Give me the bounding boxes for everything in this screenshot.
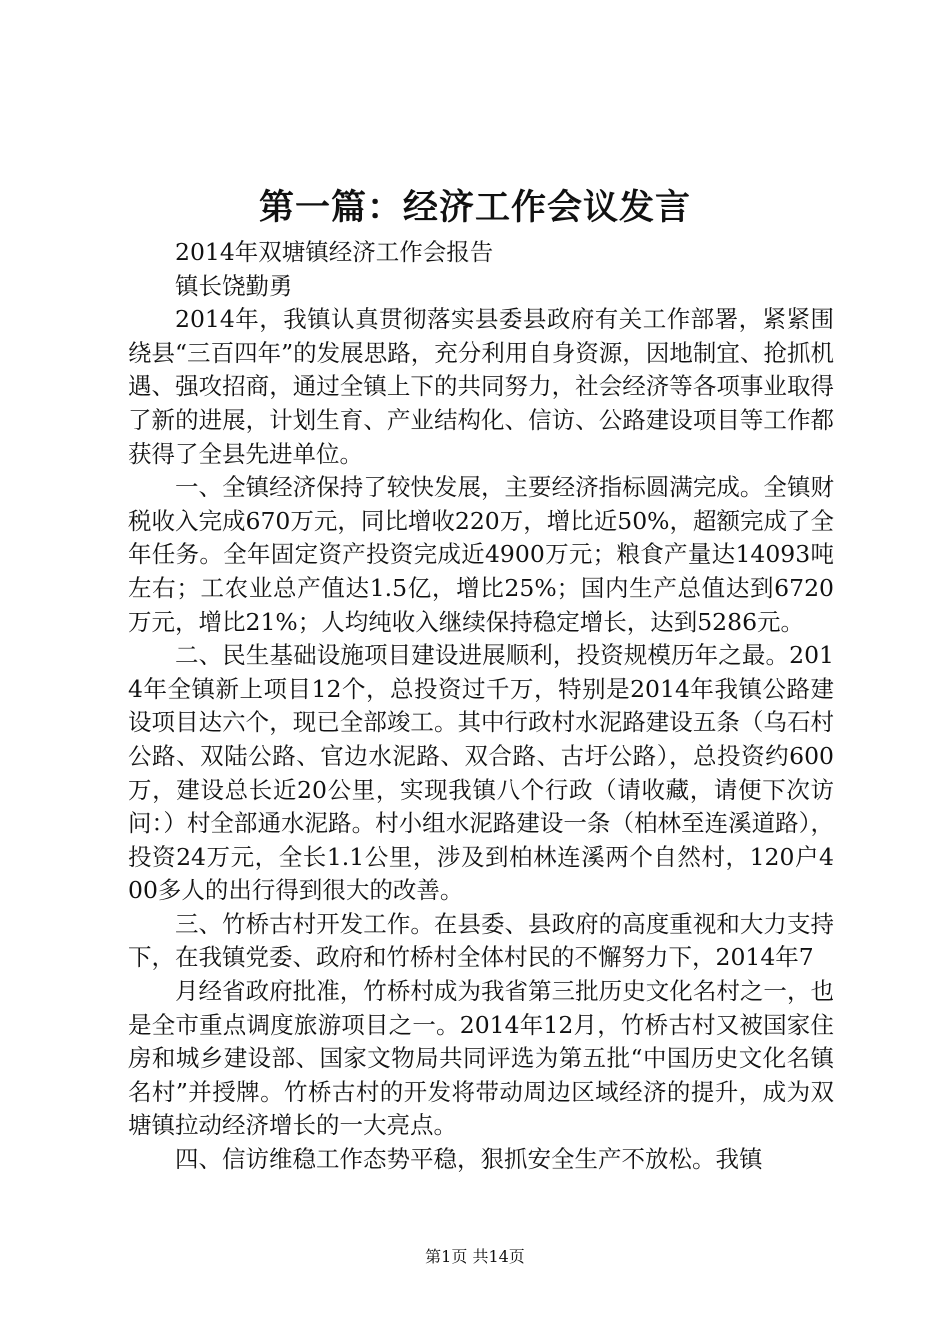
author-line: 镇长饶勤勇 [175,271,293,300]
document-body [128,236,834,1177]
body-paragraph: 2014年，我镇认真贯彻落实县委县政府有关工作部署，紧紧围绕县“三百四年”的发展思路，充分利用自身资源，因地制宜、抢抓机遇、强攻招商，通过全镇上下的共同努力，社会经济等各项事业取得了新的进展，计划生育、产业结构化、信访、公路建设项目等工作都获得了全县先进单位。 [128,305,834,468]
page-footer: 第1页 共14页 [425,1247,525,1266]
body-paragraph: 四、信访维稳工作态势平稳，狠抓安全生产不放松。我镇 [175,1145,763,1174]
body-paragraph: 一、全镇经济保持了较快发展，主要经济指标圆满完成。全镇财税收入完成670万元，同比增收220万，增比近50%，超额完成了全年任务。全年固定资产投资完成近4900万元；粮食产量达14093吨左右；工农业总产值达1.5亿，增比25%；国内生产总值达到6720万元，增比21%；人均纯收入继续保持稳定增长，达到5286元。 [128,473,834,636]
report-heading: 2014年双塘镇经济工作会报告 [175,238,494,266]
body-paragraph: 月经省政府批准，竹桥村成为我省第三批历史文化名村之一，也是全市重点调度旅游项目之一。2014年12月，竹桥古村又被国家住房和城乡建设部、国家文物局共同评选为第五批“中国历史文化名镇名村”并授牌。竹桥古村的开发将带动周边区域经济的提升，成为双塘镇拉动经济增长的一大亮点。 [128,977,834,1140]
document-title: 第一篇：经济工作会议发言 [258,187,691,228]
body-paragraph: 二、民生基础设施项目建设进展顺利，投资规模历年之最。2014年全镇新上项目12个，总投资过千万，特别是2014年我镇公路建设项目达六个，现已全部竣工。其中行政村水泥路建设五条（乌石村公路、双陆公路、官边水泥路、双合路、古圩公路），总投资约600万，建设总长近20公里，实现我镇八个行政（请收藏，请便下次访问：）村全部通水泥路。村小组水泥路建设一条（柏林至连溪道路），投资24万元，全长1.1公里，涉及到柏林连溪两个自然村，120户400多人的出行得到很大的改善。 [128,641,834,905]
body-paragraph: 三、竹桥古村开发工作。在县委、县政府的高度重视和大力支持下，在我镇党委、政府和竹桥村全体村民的不懈努力下，2014年7 [128,909,834,972]
